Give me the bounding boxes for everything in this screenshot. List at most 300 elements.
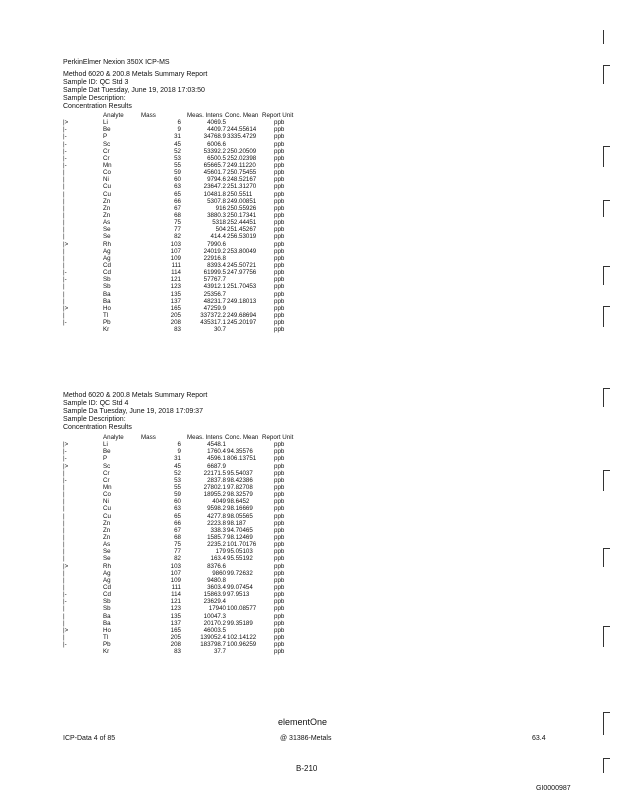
scan-edge-mark xyxy=(603,626,610,647)
intensity-cell: 46003.5 xyxy=(203,626,226,634)
analyte-cell: Li xyxy=(103,441,108,449)
mass-cell: 83 xyxy=(174,326,181,334)
analyte-cell: Ho xyxy=(103,626,111,634)
intensity-cell: 10481.8 xyxy=(203,190,226,198)
intensity-cell: 10047.3 xyxy=(203,612,226,620)
mass-cell: 52 xyxy=(174,469,181,477)
unit-cell: ppb xyxy=(274,648,285,656)
scan-edge-mark xyxy=(603,758,610,773)
unit-cell: ppb xyxy=(274,612,285,620)
intensity-cell: 23647.2 xyxy=(203,183,226,191)
row-flag: | xyxy=(63,290,65,298)
unit-cell: ppb xyxy=(274,483,285,491)
intensity-cell: 9598.2 xyxy=(207,505,226,513)
unit-cell: ppb xyxy=(274,176,285,184)
unit-cell: ppb xyxy=(274,541,285,549)
analyte-cell: Pb xyxy=(103,319,111,327)
analyte-cell: P xyxy=(103,455,108,463)
intensity-cell: 414.4 xyxy=(210,233,226,241)
mass-cell: 111 xyxy=(171,261,181,269)
intensity-cell: 3603.4 xyxy=(207,583,226,591)
intensity-cell: 916 xyxy=(215,204,226,212)
mass-cell: 66 xyxy=(174,519,181,527)
unit-cell: ppb xyxy=(274,491,285,499)
row-flag: |- xyxy=(63,154,67,162)
unit-cell: ppb xyxy=(274,190,285,198)
analyte-cell: Cr xyxy=(103,476,110,484)
header-intensity: Meas. Intens xyxy=(187,112,223,119)
sample-date-1: Sample Dat Tuesday, June 19, 2018 17:03:50 xyxy=(63,87,205,94)
header-mass: Mass xyxy=(141,112,156,119)
analyte-cell: Cd xyxy=(103,591,111,599)
row-flag: |- xyxy=(63,126,67,134)
conc-mean-cell: 250.75455 xyxy=(227,169,257,177)
unit-cell: ppb xyxy=(274,276,285,284)
mass-cell: 59 xyxy=(174,491,181,499)
mass-cell: 111 xyxy=(171,583,181,591)
conc-mean-cell: 250.5511 xyxy=(227,190,253,198)
intensity-cell: 22171.5 xyxy=(203,469,226,477)
mass-cell: 75 xyxy=(174,541,181,549)
sample-date-2: Sample Da Tuesday, June 19, 2018 17:09:37 xyxy=(63,408,203,415)
intensity-cell: 2223.8 xyxy=(207,519,226,527)
concentration-results-2: Concentration Results xyxy=(63,424,132,431)
row-flag: |- xyxy=(63,147,67,155)
intensity-cell: 179 xyxy=(215,548,226,556)
analyte-cell: Tl xyxy=(103,633,109,641)
intensity-cell: 4049 xyxy=(212,498,226,506)
row-flag: | xyxy=(63,190,65,198)
intensity-cell: 1585.7 xyxy=(207,533,226,541)
sample-id-1: Sample ID: QC Std 3 xyxy=(63,79,129,86)
row-flag: |> xyxy=(63,441,69,449)
unit-cell: ppb xyxy=(274,219,285,227)
analyte-cell: Sb xyxy=(103,283,111,291)
unit-cell: ppb xyxy=(274,519,285,527)
mass-cell: 107 xyxy=(170,247,181,255)
unit-cell: ppb xyxy=(274,269,285,277)
conc-mean-cell: 94.35576 xyxy=(227,448,253,456)
mass-cell: 52 xyxy=(174,147,181,155)
conc-mean-cell: 100.08577 xyxy=(227,605,257,613)
row-flag: | xyxy=(63,176,65,184)
row-flag: |> xyxy=(63,626,69,634)
conc-mean-cell: 99.72632 xyxy=(227,569,253,577)
row-flag: |- xyxy=(63,641,67,649)
intensity-cell: 4069.5 xyxy=(207,119,226,127)
row-flag: | xyxy=(63,183,65,191)
footer-job-id: @ 31386-Metals xyxy=(280,735,332,742)
conc-mean-cell: 806.13751 xyxy=(227,455,257,463)
intensity-cell: 8376.6 xyxy=(207,562,226,570)
conc-mean-cell: 245.20197 xyxy=(227,319,257,327)
row-flag: | xyxy=(63,519,65,527)
analyte-cell: Cu xyxy=(103,512,111,520)
analyte-cell: Zn xyxy=(103,533,111,541)
row-flag: |> xyxy=(63,119,69,127)
analyte-cell: Cr xyxy=(103,469,110,477)
scan-edge-mark xyxy=(603,712,610,735)
analyte-cell: Co xyxy=(103,491,111,499)
mass-cell: 31 xyxy=(174,455,181,463)
mass-cell: 67 xyxy=(174,526,181,534)
intensity-cell: 337372.2 xyxy=(200,311,226,319)
mass-cell: 77 xyxy=(174,226,181,234)
unit-cell: ppb xyxy=(274,562,285,570)
row-flag: | xyxy=(63,583,65,591)
mass-cell: 9 xyxy=(177,126,181,134)
unit-cell: ppb xyxy=(274,641,285,649)
mass-cell: 205 xyxy=(170,633,181,641)
header-report-unit: Report Unit xyxy=(262,112,294,119)
row-flag: | xyxy=(63,283,65,291)
mass-cell: 82 xyxy=(174,555,181,563)
sample-description-2: Sample Description: xyxy=(63,416,126,423)
conc-mean-cell: 94.70465 xyxy=(227,526,253,534)
conc-mean-cell: 95.05103 xyxy=(227,548,253,556)
intensity-cell: 43912.1 xyxy=(203,283,226,291)
mass-cell: 121 xyxy=(170,276,181,284)
row-flag: | xyxy=(63,548,65,556)
conc-mean-cell: 97.9513 xyxy=(227,591,250,599)
mass-cell: 137 xyxy=(170,297,181,305)
header-report-unit: Report Unit xyxy=(262,434,294,441)
intensity-cell: 27802.1 xyxy=(203,483,226,491)
unit-cell: ppb xyxy=(274,183,285,191)
analyte-cell: Se xyxy=(103,548,111,556)
row-flag: |- xyxy=(63,319,67,327)
intensity-cell: 15863.9 xyxy=(203,591,226,599)
mass-cell: 75 xyxy=(174,219,181,227)
intensity-cell: 4277.8 xyxy=(207,512,226,520)
mass-cell: 82 xyxy=(174,233,181,241)
unit-cell: ppb xyxy=(274,311,285,319)
unit-cell: ppb xyxy=(274,140,285,148)
analyte-cell: Cd xyxy=(103,269,111,277)
sample-id-2: Sample ID: QC Std 4 xyxy=(63,400,129,407)
conc-mean-cell: 100.96259 xyxy=(227,641,257,649)
mass-cell: 66 xyxy=(174,197,181,205)
intensity-cell: 435317.1 xyxy=(200,319,226,327)
intensity-cell: 9860 xyxy=(212,569,226,577)
row-flag: | xyxy=(63,619,65,627)
intensity-cell: 183798.7 xyxy=(200,641,226,649)
intensity-cell: 4596.1 xyxy=(207,455,226,463)
row-flag: |> xyxy=(63,240,69,248)
row-flag: | xyxy=(63,197,65,205)
row-flag: |> xyxy=(63,562,69,570)
header-analyte: Analyte xyxy=(103,112,124,119)
mass-cell: 114 xyxy=(171,269,181,277)
unit-cell: ppb xyxy=(274,197,285,205)
analyte-cell: Ag xyxy=(103,254,111,262)
mass-cell: 65 xyxy=(174,190,181,198)
unit-cell: ppb xyxy=(274,583,285,591)
mass-cell: 60 xyxy=(174,498,181,506)
analyte-cell: Ho xyxy=(103,304,111,312)
unit-cell: ppb xyxy=(274,619,285,627)
mass-cell: 68 xyxy=(174,533,181,541)
intensity-cell: 2235.2 xyxy=(207,541,226,549)
unit-cell: ppb xyxy=(274,204,285,212)
analyte-cell: Kr xyxy=(103,326,110,334)
header-intensity: Meas. Intens xyxy=(187,434,223,441)
mass-cell: 137 xyxy=(170,619,181,627)
intensity-cell: 4548.1 xyxy=(207,441,226,449)
header-conc-mean: Conc. Mean xyxy=(225,112,259,119)
intensity-cell: 61999.5 xyxy=(203,269,226,277)
intensity-cell: 6500.5 xyxy=(207,154,226,162)
intensity-cell: 23629.4 xyxy=(203,598,226,606)
mass-cell: 31 xyxy=(174,133,181,141)
sample-description-1: Sample Description: xyxy=(63,95,126,102)
analyte-cell: As xyxy=(103,219,111,227)
row-flag: | xyxy=(63,204,65,212)
conc-mean-cell: 98.05565 xyxy=(227,512,253,520)
unit-cell: ppb xyxy=(274,119,285,127)
analyte-cell: Cd xyxy=(103,261,111,269)
row-flag: | xyxy=(63,297,65,305)
header-analyte: Analyte xyxy=(103,434,124,441)
row-flag: | xyxy=(63,226,65,234)
unit-cell: ppb xyxy=(274,154,285,162)
conc-mean-cell: 99.07454 xyxy=(227,583,253,591)
unit-cell: ppb xyxy=(274,247,285,255)
row-flag: | xyxy=(63,247,65,255)
unit-cell: ppb xyxy=(274,576,285,584)
row-flag: |- xyxy=(63,476,67,484)
analyte-cell: Cu xyxy=(103,183,111,191)
row-flag: | xyxy=(63,512,65,520)
analyte-cell: Cu xyxy=(103,505,111,513)
conc-mean-cell: 251.31270 xyxy=(227,183,257,191)
intensity-cell: 9794.6 xyxy=(207,176,226,184)
intensity-cell: 9480.8 xyxy=(207,576,226,584)
conc-mean-cell: 247.97756 xyxy=(227,269,257,277)
row-flag: |- xyxy=(63,598,67,606)
conc-mean-cell: 97.82708 xyxy=(227,483,253,491)
analyte-cell: Sc xyxy=(103,140,111,148)
row-flag: | xyxy=(63,483,65,491)
intensity-cell: 47259.9 xyxy=(203,304,226,312)
analyte-cell: Ba xyxy=(103,290,111,298)
footer-right-number: 63.4 xyxy=(532,735,546,742)
intensity-cell: 163.4 xyxy=(210,555,226,563)
analyte-cell: Sb xyxy=(103,276,111,284)
unit-cell: ppb xyxy=(274,240,285,248)
analyte-cell: Zn xyxy=(103,197,111,205)
scan-edge-mark xyxy=(603,548,610,567)
intensity-cell: 3880.3 xyxy=(207,211,226,219)
conc-mean-cell: 249.68694 xyxy=(227,311,257,319)
mass-cell: 65 xyxy=(174,512,181,520)
row-flag: | xyxy=(63,498,65,506)
intensity-cell: 2837.8 xyxy=(207,476,226,484)
row-flag: |- xyxy=(63,455,67,463)
conc-mean-cell: 98.12469 xyxy=(227,533,253,541)
analyte-cell: Kr xyxy=(103,648,110,656)
analyte-cell: Be xyxy=(103,126,111,134)
mass-cell: 135 xyxy=(170,612,181,620)
analyte-cell: Cd xyxy=(103,583,111,591)
unit-cell: ppb xyxy=(274,533,285,541)
row-flag: |- xyxy=(63,133,67,141)
unit-cell: ppb xyxy=(274,591,285,599)
concentration-results-1: Concentration Results xyxy=(63,103,132,110)
row-flag: | xyxy=(63,169,65,177)
analyte-cell: Rh xyxy=(103,562,111,570)
unit-cell: ppb xyxy=(274,261,285,269)
page-label: B-210 xyxy=(296,764,318,773)
unit-cell: ppb xyxy=(274,254,285,262)
analyte-cell: Zn xyxy=(103,519,111,527)
unit-cell: ppb xyxy=(274,455,285,463)
conc-mean-cell: 256.53019 xyxy=(227,233,257,241)
mass-cell: 165 xyxy=(170,304,181,312)
unit-cell: ppb xyxy=(274,605,285,613)
intensity-cell: 504 xyxy=(215,226,226,234)
unit-cell: ppb xyxy=(274,469,285,477)
intensity-cell: 6687.9 xyxy=(207,462,226,470)
analyte-cell: As xyxy=(103,541,111,549)
analyte-cell: P xyxy=(103,133,108,141)
row-flag: | xyxy=(63,254,65,262)
mass-cell: 55 xyxy=(174,161,181,169)
mass-cell: 68 xyxy=(174,211,181,219)
unit-cell: ppb xyxy=(274,297,285,305)
mass-cell: 107 xyxy=(170,569,181,577)
conc-mean-cell: 98.187 xyxy=(227,519,246,527)
analyte-cell: Pb xyxy=(103,641,111,649)
intensity-cell: 18955.2 xyxy=(203,491,226,499)
method-title-1: Method 6020 & 200.8 Metals Summary Report xyxy=(63,71,208,78)
mass-cell: 53 xyxy=(174,476,181,484)
conc-mean-cell: 249.18013 xyxy=(227,297,257,305)
mass-cell: 9 xyxy=(177,448,181,456)
intensity-cell: 17940 xyxy=(208,605,226,613)
row-flag: |- xyxy=(63,276,67,284)
scan-edge-mark xyxy=(603,30,610,44)
mass-cell: 59 xyxy=(174,169,181,177)
analyte-cell: Cr xyxy=(103,154,110,162)
unit-cell: ppb xyxy=(274,169,285,177)
conc-mean-cell: 252.02398 xyxy=(227,154,257,162)
unit-cell: ppb xyxy=(274,441,285,449)
analyte-cell: Ag xyxy=(103,569,111,577)
conc-mean-cell: 250.55926 xyxy=(227,204,257,212)
unit-cell: ppb xyxy=(274,319,285,327)
intensity-cell: 5318 xyxy=(212,219,226,227)
conc-mean-cell: 244.55614 xyxy=(227,126,257,134)
mass-cell: 135 xyxy=(170,290,181,298)
row-flag: | xyxy=(63,576,65,584)
mass-cell: 208 xyxy=(170,319,181,327)
intensity-cell: 37.7 xyxy=(213,648,226,656)
mass-cell: 67 xyxy=(174,204,181,212)
row-flag: |> xyxy=(63,304,69,312)
mass-cell: 103 xyxy=(170,240,181,248)
intensity-cell: 4409.7 xyxy=(207,126,226,134)
mass-cell: 45 xyxy=(174,140,181,148)
row-flag: | xyxy=(63,469,65,477)
row-flag: | xyxy=(63,505,65,513)
analyte-cell: Se xyxy=(103,555,111,563)
analyte-cell: Ag xyxy=(103,247,111,255)
intensity-cell: 30.7 xyxy=(213,326,226,334)
row-flag: |- xyxy=(63,269,67,277)
unit-cell: ppb xyxy=(274,555,285,563)
unit-cell: ppb xyxy=(274,569,285,577)
intensity-cell: 48231.7 xyxy=(203,297,226,305)
header-conc-mean: Conc. Mean xyxy=(225,434,259,441)
mass-cell: 123 xyxy=(170,283,181,291)
unit-cell: ppb xyxy=(274,505,285,513)
row-flag: | xyxy=(63,569,65,577)
row-flag: |- xyxy=(63,591,67,599)
intensity-cell: 6006.6 xyxy=(207,140,226,148)
conc-mean-cell: 253.80049 xyxy=(227,247,257,255)
mass-cell: 53 xyxy=(174,154,181,162)
mass-cell: 6 xyxy=(177,441,181,449)
unit-cell: ppb xyxy=(274,548,285,556)
mass-cell: 63 xyxy=(174,183,181,191)
analyte-cell: Se xyxy=(103,233,111,241)
row-flag: | xyxy=(63,605,65,613)
unit-cell: ppb xyxy=(274,126,285,134)
unit-cell: ppb xyxy=(274,626,285,634)
unit-cell: ppb xyxy=(274,226,285,234)
mass-cell: 55 xyxy=(174,483,181,491)
row-flag: | xyxy=(63,211,65,219)
unit-cell: ppb xyxy=(274,498,285,506)
bates-number: GI0000987 xyxy=(536,785,571,792)
conc-mean-cell: 101.70176 xyxy=(227,541,257,549)
unit-cell: ppb xyxy=(274,448,285,456)
analyte-cell: Sb xyxy=(103,605,111,613)
conc-mean-cell: 3335.4729 xyxy=(227,133,257,141)
conc-mean-cell: 95.55192 xyxy=(227,555,253,563)
analyte-cell: Ba xyxy=(103,297,111,305)
intensity-cell: 1760.4 xyxy=(207,448,226,456)
analyte-cell: Ni xyxy=(103,176,109,184)
header-mass: Mass xyxy=(141,434,156,441)
unit-cell: ppb xyxy=(274,476,285,484)
conc-mean-cell: 250.20509 xyxy=(227,147,257,155)
unit-cell: ppb xyxy=(274,147,285,155)
scan-edge-mark xyxy=(603,388,610,407)
conc-mean-cell: 98.32579 xyxy=(227,491,253,499)
row-flag: |- xyxy=(63,161,67,169)
intensity-cell: 22916.8 xyxy=(203,254,226,262)
unit-cell: ppb xyxy=(274,133,285,141)
scan-edge-mark xyxy=(603,65,610,84)
footer-page-count: ICP-Data 4 of 85 xyxy=(63,735,116,742)
intensity-cell: 24019.2 xyxy=(203,247,226,255)
mass-cell: 103 xyxy=(170,562,181,570)
mass-cell: 63 xyxy=(174,505,181,513)
mass-cell: 208 xyxy=(170,641,181,649)
mass-cell: 77 xyxy=(174,548,181,556)
intensity-cell: 57767.7 xyxy=(203,276,226,284)
row-flag: |> xyxy=(63,462,69,470)
instrument-title: PerkinElmer Nexion 350X ICP-MS xyxy=(63,59,170,66)
analyte-cell: Sb xyxy=(103,598,111,606)
unit-cell: ppb xyxy=(274,326,285,334)
conc-mean-cell: 95.54037 xyxy=(227,469,253,477)
intensity-cell: 8393.4 xyxy=(207,261,226,269)
analyte-cell: Tl xyxy=(103,311,109,319)
intensity-cell: 20170.2 xyxy=(203,619,226,627)
